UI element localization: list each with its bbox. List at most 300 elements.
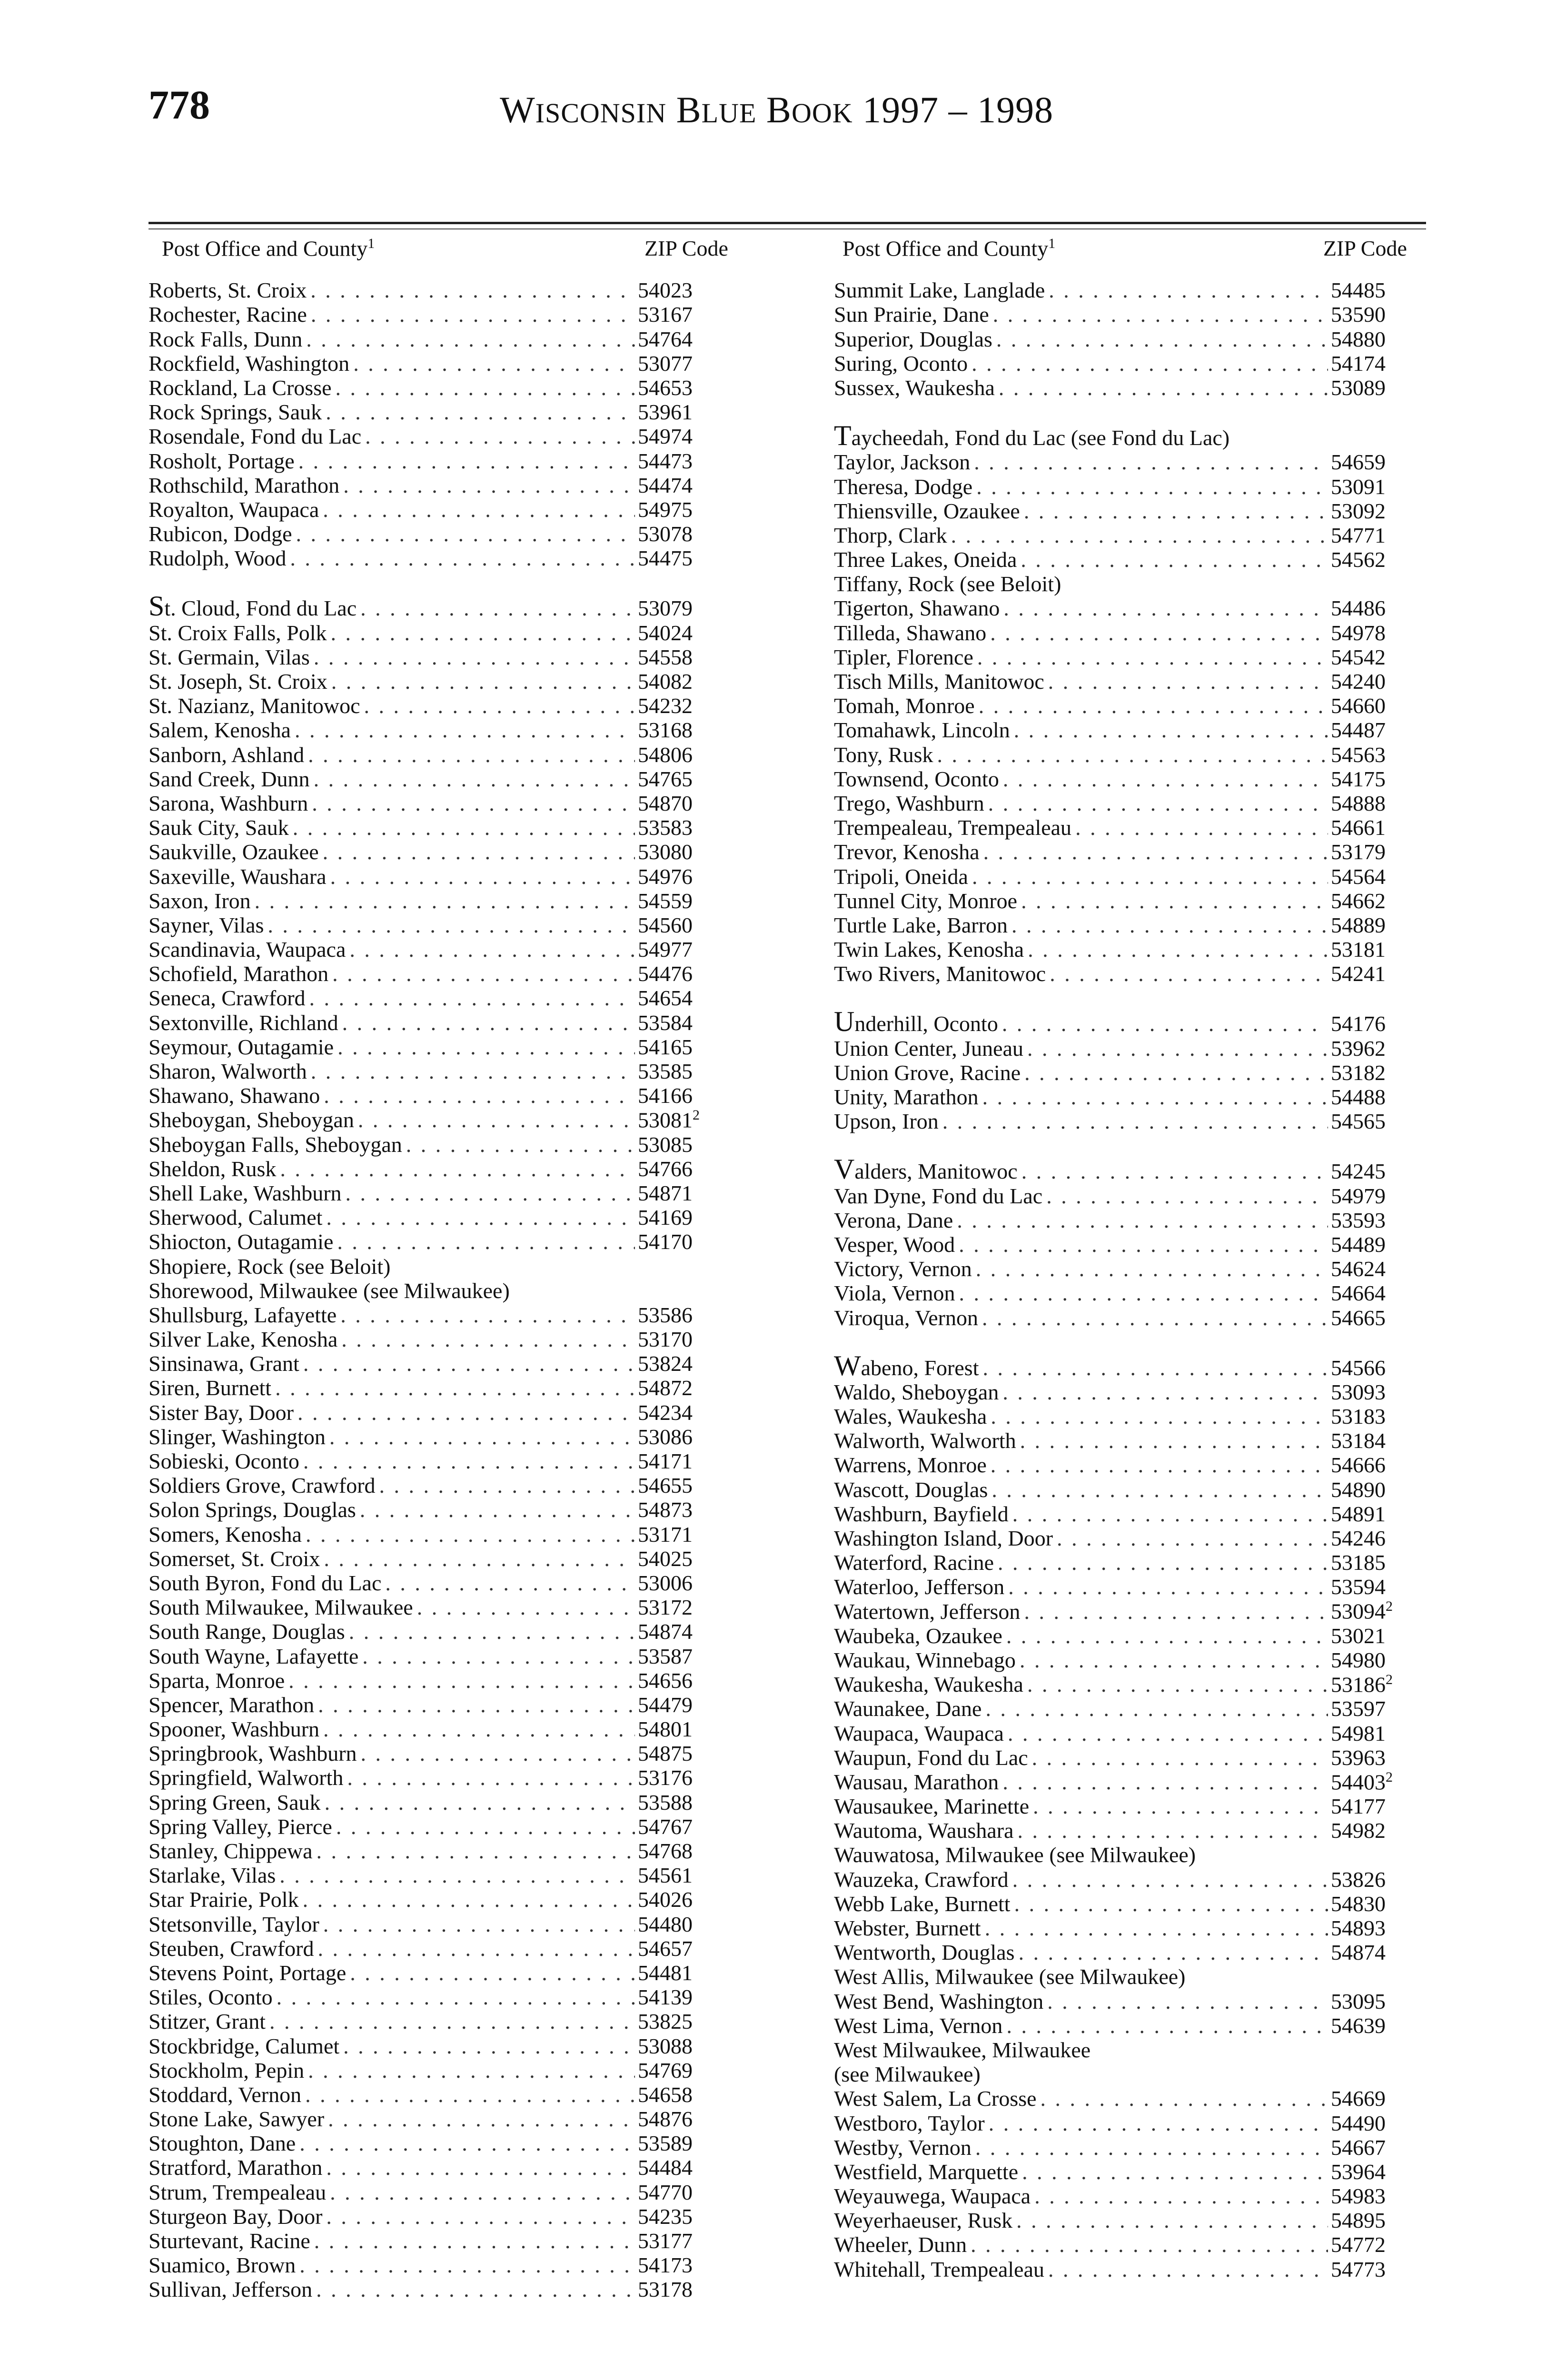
dot-leader (314, 645, 635, 669)
dot-leader (1027, 1036, 1328, 1061)
post-office-name: Tomah, Monroe (834, 694, 975, 718)
list-item (834, 1428, 1426, 1453)
list-item (149, 2058, 714, 2082)
dot-leader (309, 986, 635, 1010)
list-item (149, 1765, 714, 1790)
list-item (149, 913, 714, 937)
post-office-name: Steuben, Crawford (149, 1936, 314, 1961)
dot-leader (332, 962, 635, 986)
zip-code: 54661 (1331, 815, 1386, 840)
dot-leader (999, 376, 1328, 400)
right-post-office-header: Post Office and County$^1$ (842, 236, 1056, 261)
section-spacer (149, 570, 714, 596)
zip-code: 54876 (638, 2107, 693, 2132)
zip-code: 54801 (638, 1717, 693, 1742)
list-item (834, 376, 1426, 400)
zip-code: 54488 (1331, 1085, 1386, 1109)
post-office-name: Webb Lake, Burnett (834, 1891, 1011, 1916)
dot-leader (1021, 889, 1328, 913)
dot-leader (983, 840, 1328, 864)
dot-leader (297, 1400, 635, 1425)
zip-code: 54025 (638, 1546, 693, 1571)
post-office-name: Westby, Vernon (834, 2135, 971, 2160)
post-office-name: Seneca, Crawford (149, 986, 306, 1011)
post-office-name: St. Nazianz, Manitowoc (149, 694, 360, 718)
post-office-name: Sherwood, Calumet (149, 1205, 323, 1230)
dot-leader (317, 1839, 635, 1863)
list-item (834, 1696, 1426, 1721)
list-item (834, 1989, 1426, 2013)
dot-leader (349, 1619, 635, 1644)
dot-leader (362, 1644, 635, 1668)
post-office-name: West Lima, Vernon (834, 2013, 1003, 2038)
dot-leader (336, 376, 635, 400)
dot-leader (331, 669, 635, 694)
post-office-name: Royalton, Waupaca (149, 497, 319, 522)
zip-code: 53006 (638, 1570, 693, 1595)
dot-leader (1021, 547, 1328, 572)
dot-leader (989, 2111, 1328, 2135)
list-item (834, 2135, 1426, 2160)
post-office-name: Victory, Vernon (834, 1257, 972, 1281)
post-office-name: Sarona, Washburn (149, 791, 308, 815)
post-office-name: Suring, Oconto (834, 351, 968, 376)
dot-leader (1016, 2208, 1328, 2232)
post-office-name: Weyauwega, Waupaca (834, 2184, 1031, 2209)
zip-code: 54657 (638, 1936, 693, 1961)
zip-code: 54770 (638, 2180, 693, 2204)
zip-code: 53168 (638, 718, 693, 743)
list-item (834, 1770, 1426, 1794)
dot-leader (295, 718, 635, 742)
zip-code: 54871 (638, 1180, 693, 1205)
post-office-name: Tilleda, Shawano (834, 620, 987, 645)
dot-leader (1003, 767, 1328, 791)
post-office-name: Shiocton, Outagamie (149, 1230, 334, 1254)
list-item (834, 450, 1426, 474)
dot-leader (316, 2277, 635, 2301)
zip-code: 54880 (1331, 327, 1386, 351)
post-office-name: Sheboygan Falls, Sheboygan (149, 1132, 402, 1157)
post-office-name: Rock Springs, Sauk (149, 400, 322, 425)
list-item (834, 718, 1426, 742)
post-office-name: Underhill, Oconto (834, 1006, 998, 1038)
zip-code: 54895 (1331, 2208, 1386, 2233)
post-office-name: Rubicon, Dodge (149, 522, 292, 546)
list-item (149, 497, 714, 522)
dot-leader (937, 743, 1328, 767)
zip-code: 53095 (1331, 1989, 1386, 2013)
post-office-name: Verona, Dane (834, 1208, 953, 1232)
zip-code: 53167 (638, 302, 693, 327)
list-item (834, 2013, 1426, 2038)
zip-code: 54656 (638, 1668, 693, 1693)
dot-leader (326, 2155, 635, 2180)
post-office-name: Trego, Washburn (834, 791, 984, 815)
list-item (834, 2086, 1426, 2111)
list-item (834, 420, 1426, 452)
list-item (149, 669, 714, 694)
dot-leader (361, 1741, 635, 1765)
list-item (149, 1619, 714, 1644)
zip-code: 54665 (1331, 1305, 1386, 1330)
zip-code: 53170 (638, 1327, 693, 1352)
zip-code: 53587 (638, 1644, 693, 1668)
post-office-name: Rock Falls, Dunn (149, 327, 303, 351)
list-item (149, 473, 714, 497)
zip-code: 54174 (1331, 351, 1386, 376)
list-item (834, 1867, 1426, 1891)
dot-leader (325, 1790, 635, 1815)
zip-code: 54975 (638, 497, 693, 522)
zip-code: 54660 (1331, 694, 1386, 718)
dot-leader (358, 1108, 635, 1132)
post-office-name: Theresa, Dodge (834, 474, 973, 499)
zip-code: 54246 (1331, 1526, 1386, 1550)
zip-code: 53078 (638, 522, 693, 546)
dot-leader (977, 645, 1328, 669)
dot-leader (1014, 1892, 1328, 1916)
list-item (834, 864, 1426, 888)
dot-leader (308, 743, 635, 767)
post-office-name: Stockbridge, Calumet (149, 2033, 340, 2058)
post-office-name: Tony, Rusk (834, 742, 933, 767)
zip-code: 54170 (638, 1230, 693, 1254)
post-office-name: Rudolph, Wood (149, 546, 287, 571)
list-item (834, 2111, 1426, 2135)
list-item (834, 1477, 1426, 1501)
list-item (149, 1376, 714, 1400)
list-item (149, 1157, 714, 1181)
list-item (149, 590, 714, 622)
zip-code: 54024 (638, 620, 693, 645)
zip-code: 54765 (638, 766, 693, 791)
list-item (149, 2131, 714, 2155)
zip-code: 53086 (638, 1424, 693, 1449)
list-item (149, 1839, 714, 1863)
list-item (149, 1815, 714, 1839)
zip-code: 53593 (1331, 1208, 1386, 1232)
dot-leader (310, 278, 635, 302)
list-item (834, 1843, 1426, 1867)
zip-code: 54664 (1331, 1281, 1386, 1306)
dot-leader (1002, 1012, 1328, 1036)
section-spacer (834, 986, 1426, 1012)
zip-code: 54232 (638, 694, 693, 718)
post-office-name: Taylor, Jackson (834, 450, 971, 475)
dot-leader (277, 1985, 635, 2009)
list-item (149, 767, 714, 791)
list-item (149, 840, 714, 864)
dot-leader (406, 1132, 635, 1157)
post-office-name: Wausaukee, Marinette (834, 1794, 1030, 1819)
dot-leader (311, 302, 635, 327)
dot-leader (343, 2034, 635, 2058)
dot-leader (318, 1693, 635, 1717)
post-office-name: Warrens, Monroe (834, 1453, 987, 1478)
zip-code: 53586 (638, 1302, 693, 1327)
dot-leader (1050, 962, 1328, 986)
zip-code: 53179 (1331, 840, 1386, 864)
section-initial: T (834, 420, 852, 452)
zip-code: 54806 (638, 742, 693, 767)
list-item (149, 1230, 714, 1254)
post-office-name: (see Milwaukee) (834, 2062, 981, 2087)
dot-leader (293, 815, 635, 840)
post-office-name: South Wayne, Lafayette (149, 1644, 359, 1668)
post-office-name: Stevens Point, Portage (149, 1960, 347, 1985)
list-item (149, 2229, 714, 2253)
post-office-name: Waupun, Fond du Lac (834, 1745, 1028, 1770)
post-office-name: Sauk City, Sauk (149, 815, 289, 840)
post-office-name: Rothschild, Marathon (149, 473, 340, 497)
list-item (149, 1571, 714, 1595)
post-office-name: St. Joseph, St. Croix (149, 669, 327, 694)
list-item (149, 1644, 714, 1668)
list-item (834, 767, 1426, 791)
post-office-name: Sinsinawa, Grant (149, 1351, 299, 1376)
dot-leader (330, 621, 635, 645)
post-office-name: Stratford, Marathon (149, 2155, 323, 2180)
dot-leader (1012, 1502, 1328, 1526)
post-office-name: Springfield, Walworth (149, 1765, 344, 1790)
list-item (149, 2277, 714, 2301)
post-office-name: Spring Valley, Pierce (149, 1814, 332, 1839)
post-office-name: Two Rivers, Manitowoc (834, 962, 1046, 986)
zip-code: 54490 (1331, 2111, 1386, 2135)
list-item (834, 1006, 1426, 1038)
post-office-name: Wautoma, Waushara (834, 1818, 1014, 1843)
list-item (149, 278, 714, 302)
post-office-name: West Allis, Milwaukee (see Milwaukee) (834, 1964, 1186, 1989)
zip-code: 53826 (1331, 1867, 1386, 1892)
list-item (149, 937, 714, 962)
zip-code: 54562 (1331, 547, 1386, 572)
post-office-name: Wausau, Marathon (834, 1769, 999, 1794)
dot-leader (1075, 815, 1328, 840)
post-office-name: Stiles, Oconto (149, 1985, 273, 2010)
dot-leader (298, 449, 635, 473)
list-item (149, 1205, 714, 1230)
list-item (834, 2062, 1426, 2086)
post-office-name: Van Dyne, Fond du Lac (834, 1183, 1043, 1208)
post-office-name: Shullsburg, Lafayette (149, 1302, 337, 1327)
list-item (834, 937, 1426, 962)
dot-leader (269, 2009, 635, 2033)
list-item (834, 278, 1426, 302)
post-office-name: Turtle Lake, Barron (834, 912, 1008, 937)
list-item (149, 2009, 714, 2033)
post-office-name: St. Germain, Vilas (149, 645, 310, 669)
list-item (149, 1449, 714, 1473)
post-office-name: Wauzeka, Crawford (834, 1867, 1009, 1892)
list-item (834, 523, 1426, 547)
post-office-name: Wentworth, Douglas (834, 1940, 1015, 1965)
post-office-name: Slinger, Washington (149, 1424, 326, 1449)
zip-code: 54245 (1331, 1159, 1386, 1184)
post-office-name: South Range, Douglas (149, 1619, 345, 1644)
post-office-name: Taycheedah, Fond du Lac (see Fond du Lac) (834, 420, 1230, 452)
list-item (834, 1526, 1426, 1550)
list-item (834, 913, 1426, 937)
zip-code: 54872 (638, 1376, 693, 1400)
dot-leader (982, 1356, 1328, 1380)
zip-code: 54473 (638, 448, 693, 473)
list-item (149, 1083, 714, 1108)
post-office-name: Saukville, Ozaukee (149, 840, 319, 864)
post-office-name: Stoughton, Dane (149, 2131, 296, 2156)
dot-leader (959, 1232, 1328, 1257)
dot-leader (324, 1547, 635, 1571)
dot-leader (268, 913, 635, 937)
zip-code: 54169 (638, 1205, 693, 1230)
dot-leader (308, 2058, 635, 2082)
list-item (149, 1303, 714, 1327)
zip-code: 54542 (1331, 645, 1386, 669)
list-item (149, 1693, 714, 1717)
zip-code: 54888 (1331, 791, 1386, 815)
zip-code: 53825 (638, 2009, 693, 2034)
zip-code: 54982 (1331, 1818, 1386, 1843)
dot-leader (1019, 1940, 1328, 1964)
dot-leader (1008, 1575, 1328, 1599)
table-top-rule-thin (149, 228, 1426, 229)
list-item (149, 1863, 714, 1887)
post-office-name: Sobieski, Oconto (149, 1449, 299, 1473)
dot-leader (974, 450, 1328, 474)
list-item (149, 1936, 714, 1961)
zip-code: 54870 (638, 791, 693, 815)
post-office-name: Somers, Kenosha (149, 1522, 302, 1547)
list-item (149, 1059, 714, 1083)
list-item (149, 1425, 714, 1449)
post-office-name: Schofield, Marathon (149, 962, 329, 986)
right-zip-header: ZIP Code (1323, 236, 1407, 260)
list-item (834, 1349, 1426, 1381)
dot-leader (1006, 1624, 1328, 1648)
list-item (834, 1257, 1426, 1281)
zip-code: 54176 (1331, 1012, 1386, 1036)
dot-leader (998, 1550, 1328, 1575)
list-item (149, 1497, 714, 1522)
zip-code: 54566 (1331, 1355, 1386, 1380)
zip-code: 54476 (638, 962, 693, 986)
dot-leader (379, 1473, 635, 1497)
zip-code: 53089 (1331, 375, 1386, 400)
list-item (149, 1595, 714, 1619)
list-item (149, 742, 714, 766)
dot-leader (299, 2131, 635, 2155)
zip-code: 54639 (1331, 2013, 1386, 2038)
dot-leader (303, 1351, 635, 1376)
post-office-name: Sharon, Walworth (149, 1059, 307, 1083)
list-item (834, 474, 1426, 498)
dot-leader (365, 424, 635, 448)
post-office-name: Shell Lake, Washburn (149, 1180, 342, 1205)
list-item (149, 962, 714, 986)
section-spacer (834, 400, 1426, 426)
list-item (834, 1818, 1426, 1843)
post-office-name: Spring Green, Sauk (149, 1790, 321, 1815)
zip-code: 54165 (638, 1034, 693, 1059)
list-item (149, 1717, 714, 1741)
list-item (834, 1502, 1426, 1526)
dot-leader (1046, 1184, 1328, 1208)
dot-leader (342, 1011, 635, 1035)
post-office-name: Sheboygan, Sheboygan (149, 1108, 354, 1132)
post-office-name: Sanborn, Ashland (149, 742, 305, 767)
list-item (834, 669, 1426, 694)
list-item (149, 1327, 714, 1351)
section-initial: V (834, 1153, 855, 1185)
list-item (149, 1522, 714, 1546)
zip-code: 54561 (638, 1863, 693, 1888)
list-item (834, 1624, 1426, 1648)
zip-code: 54560 (638, 912, 693, 937)
dot-leader (976, 475, 1328, 499)
list-item (149, 1010, 714, 1034)
zip-code: 54773 (1331, 2257, 1386, 2281)
dot-leader (305, 2082, 635, 2107)
post-office-name: Sheldon, Rusk (149, 1156, 277, 1181)
post-office-name: Stoddard, Vernon (149, 2082, 302, 2107)
post-office-name: Rockfield, Washington (149, 351, 350, 376)
dot-leader (280, 1157, 635, 1181)
dot-leader (347, 1765, 635, 1790)
dot-leader (340, 1303, 635, 1327)
zip-code: 54873 (638, 1497, 693, 1522)
page-number: 778 (149, 82, 210, 128)
post-office-name: Twin Lakes, Kenosha (834, 937, 1024, 962)
dot-leader (1048, 669, 1328, 694)
dot-leader (314, 767, 635, 791)
post-office-name: Seymour, Outagamie (149, 1034, 334, 1059)
post-office-name: Sturtevant, Racine (149, 2229, 310, 2253)
zip-code: 53583 (638, 815, 693, 840)
dot-leader (1022, 2160, 1328, 2184)
zip-code: 53081$^2$ (638, 1107, 700, 1132)
post-office-name: Tunnel City, Monroe (834, 888, 1018, 913)
list-item (149, 815, 714, 840)
list-item (149, 1351, 714, 1376)
post-office-name: Star Prairie, Polk (149, 1887, 299, 1912)
dot-leader (1048, 2257, 1328, 2281)
list-item (149, 1912, 714, 1936)
zip-code: 54976 (638, 864, 693, 889)
dot-leader (337, 1230, 635, 1254)
list-item (834, 1672, 1426, 1696)
dot-leader (360, 1497, 635, 1522)
zip-code: 53178 (638, 2277, 693, 2302)
list-item (149, 351, 714, 376)
dot-leader (326, 400, 635, 424)
post-office-name: Strum, Trempealeau (149, 2180, 327, 2204)
dot-leader (329, 1425, 635, 1449)
list-item (834, 1305, 1426, 1329)
dot-leader (1033, 1794, 1328, 1818)
post-office-name: Westfield, Marquette (834, 2159, 1019, 2184)
zip-code: 54769 (638, 2058, 693, 2082)
zip-code: 54893 (1331, 1916, 1386, 1940)
post-office-name: Viola, Vernon (834, 1281, 955, 1306)
list-item (834, 1085, 1426, 1109)
dot-leader (1027, 1672, 1328, 1696)
zip-code: 54166 (638, 1083, 693, 1108)
list-item (834, 840, 1426, 864)
list-item (834, 694, 1426, 718)
list-item (149, 986, 714, 1010)
dot-leader (330, 2180, 635, 2204)
